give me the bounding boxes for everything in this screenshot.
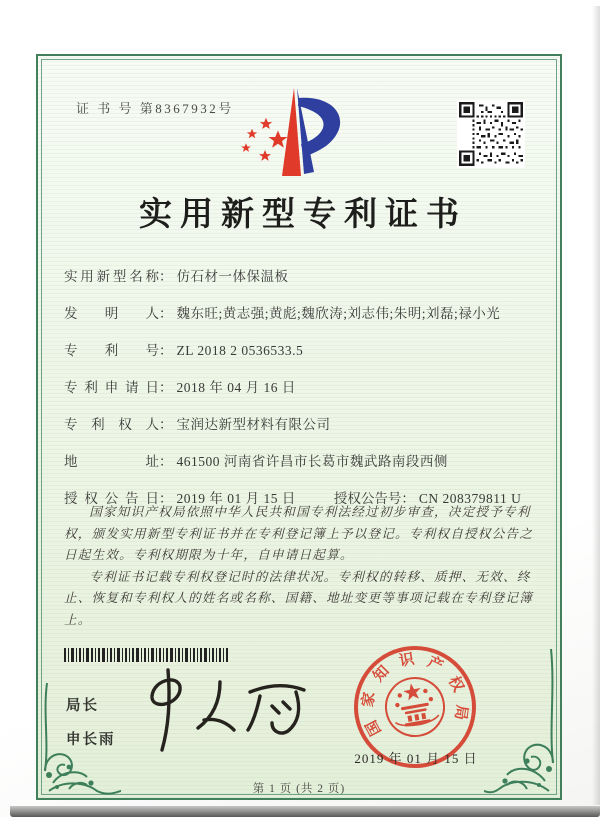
field-colon: ：	[159, 491, 173, 506]
cnipa-logo-icon	[238, 82, 362, 186]
certificate-title: 实用新型专利证书	[139, 197, 467, 233]
handwritten-signature-icon	[122, 664, 332, 760]
field-label: 发明人	[64, 306, 159, 321]
seal-char: 识	[398, 651, 416, 670]
photo-edge	[592, 6, 600, 805]
field-colon: ：	[159, 306, 173, 321]
field-row-address	[64, 443, 542, 480]
certificate-number: 证 书 号 第8367932号	[76, 101, 234, 116]
field-row-inventors	[64, 295, 542, 332]
legal-paragraph-1: 国家知识产权局依照中华人民共和国专利法经过初步审查，决定授予专利权，颁发实用新型专利证书并在专利登记簿上予以登记。专利权自授权公告之日起生效。专利权期限为十年，自申请日起算。	[64, 505, 533, 563]
flourish-graphic	[39, 679, 123, 797]
field-value: 2019 年 01 月 15 日	[176, 491, 296, 506]
seal-char: 局	[451, 703, 470, 721]
flourish-graphic	[483, 645, 559, 797]
seal-char: 国	[363, 717, 385, 739]
field-list	[64, 258, 542, 517]
national-emblem-graphic	[378, 670, 452, 744]
field-colon: ：	[159, 454, 173, 469]
field-row-name	[64, 258, 542, 295]
certificate-frame	[36, 54, 562, 800]
cnipa-logo-graphic	[238, 82, 362, 186]
field-label: 专利号	[64, 343, 159, 358]
field-label: 专利申请日	[64, 380, 159, 395]
field-colon: ：	[159, 269, 173, 284]
signature-strokes	[122, 664, 332, 760]
field-label: 授权公告号	[333, 491, 402, 506]
field-value: ZL 2018 2 0536533.5	[176, 343, 304, 358]
qr-code-icon	[457, 100, 525, 168]
seal-char: 家	[360, 691, 379, 709]
photo-edge	[10, 806, 600, 817]
director-title-label: 局长	[66, 698, 99, 714]
field-value: CN 208379811 U	[418, 491, 522, 506]
national-emblem-icon	[378, 670, 452, 744]
field-label: 地址	[64, 454, 159, 469]
field-label: 实用新型名称	[64, 269, 159, 284]
field-value: 宝润达新型材料有限公司	[176, 417, 331, 432]
director-name-label: 申长雨	[66, 732, 116, 748]
seal-date: 2019 年 01 月 15 日	[354, 751, 478, 766]
field-colon: ：	[401, 491, 415, 506]
barcode-bars	[64, 648, 234, 662]
seal-char: 产	[424, 654, 446, 676]
field-value: 2018 年 04 月 16 日	[176, 380, 296, 395]
field-row-filing-date	[64, 369, 542, 406]
field-row-patentee	[64, 406, 542, 443]
corner-flourish-icon	[39, 679, 123, 797]
field-value: 魏东旺;黄志强;黄彪;魏欣涛;刘志伟;朱明;刘磊;禄小光	[176, 306, 501, 321]
barcode-icon	[64, 648, 234, 662]
field-value: 仿石材一体保温板	[176, 269, 289, 284]
field-row-patent-no	[64, 332, 542, 369]
field-label: 专利权人	[64, 417, 159, 432]
seal-char: 知	[370, 663, 393, 686]
legal-text	[64, 502, 542, 632]
seal-char: 权	[444, 674, 467, 695]
field-label: 授权公告日	[64, 491, 159, 506]
field-colon: ：	[159, 380, 173, 395]
corner-flourish-icon	[483, 645, 559, 797]
qr-code-pattern	[457, 100, 525, 168]
field-value: 461500 河南省许昌市长葛市魏武路南段西侧	[176, 454, 448, 469]
page-number: 第 1 页 (共 2 页)	[252, 783, 346, 795]
field-colon: ：	[159, 417, 173, 432]
field-colon: ：	[159, 343, 173, 358]
legal-paragraph-2: 专利证书记载专利权登记时的法律状况。专利权的转移、质押、无效、终止、恢复和专利权人的姓名或名称、国籍、地址变更等事项记载在专利登记簿上。	[64, 569, 533, 627]
